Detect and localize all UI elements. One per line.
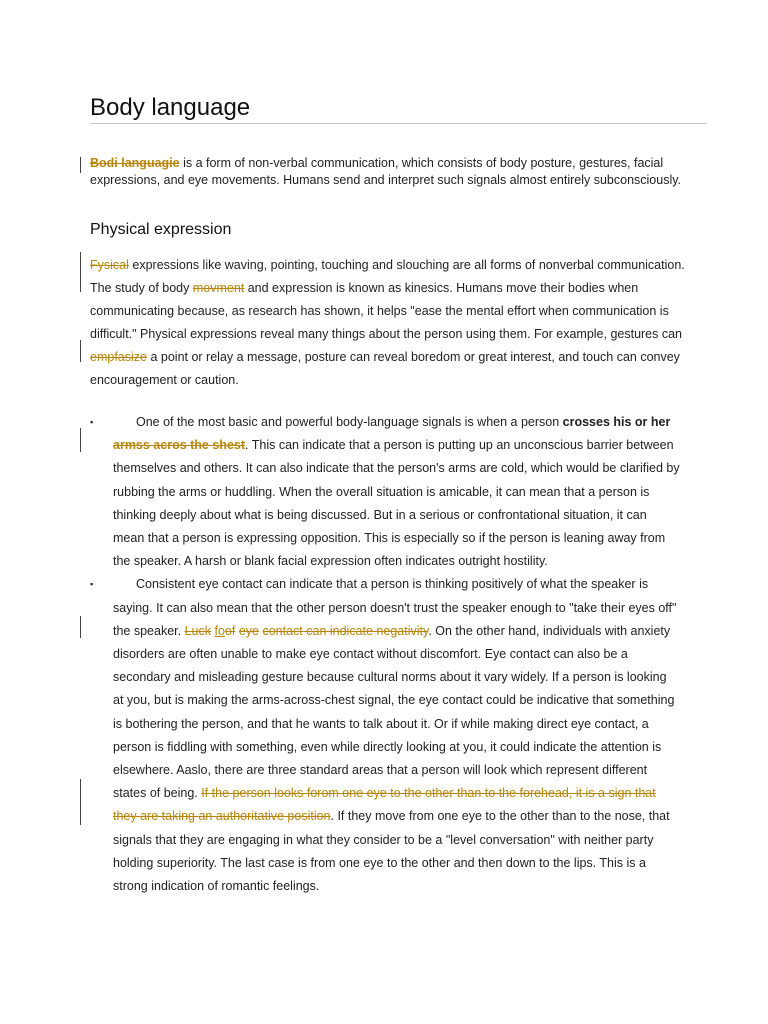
list-text: Consistent eye contact can indicate that a person is thinking positively of what the speaker is saying. It can also mean that the other person doesn't trust the speaker enough to "take their eyes off" the speaker. xyxy=(113,577,677,638)
intro-paragraph xyxy=(90,155,690,189)
deleted-text: Bodi languagie xyxy=(90,156,180,170)
paragraph-text: expressions like waving, pointing, touching and slouching are all forms of nonverbal communication. The study of body xyxy=(90,258,685,295)
change-bar xyxy=(80,340,81,362)
bullet-icon: ▪ xyxy=(90,417,94,427)
deleted-text: Luck xyxy=(184,623,211,638)
change-bar xyxy=(80,428,81,452)
paragraph-text: a point or relay a message, posture can reveal boredom or great interest, and touch can convey encouragement or caution. xyxy=(90,350,680,387)
change-bar xyxy=(80,779,81,825)
deleted-text: empfasize xyxy=(90,350,147,364)
list-text: One of the most basic and powerful body-language signals is when a person xyxy=(136,415,563,429)
paragraph-text: and expression is known as kinesics. Humans move their bodies when communicating because, as research has shown, it helps "ease the mental effort when communication is difficult." Physical expressions reveal many things about the person using them. For example, gestures can xyxy=(90,281,683,341)
bold-text: crosses his or her xyxy=(562,415,671,429)
deleted-text: of xyxy=(224,623,236,638)
list-item xyxy=(90,411,680,573)
deleted-text: Fysical xyxy=(90,258,129,272)
list-item xyxy=(90,573,680,898)
deleted-text: movment xyxy=(192,281,245,295)
deleted-text: If the person looks forom one eye to the other than to the forehead, it is a sign that they are taking an authoritative position xyxy=(113,786,656,824)
page-title: Body language xyxy=(90,94,251,121)
deleted-text: armss acros the shest xyxy=(113,438,246,453)
bullet-list xyxy=(90,411,680,898)
intro-text: is a form of non-verbal communication, which consists of body posture, gestures, facial expressions, and eye movements. Humans send and interpret such signals almost entirely subconsciously. xyxy=(90,156,682,187)
list-text: . This can indicate that a person is putting up an unconscious barrier between themselves and others. It can also indicate that the person's arms are cold, which would be clarified by rubbing the arms or huddling. When the overall situation is amicable, it can mean that a person is thinking deeply about what is being discussed. But in a serious or confrontational situation, it can mean that a person is expressing opposition. This is especially so if the person is leaning away from the speaker. A harsh or blank facial expression often indicates outright hostility. xyxy=(113,438,680,569)
deleted-text: contact can indicate negativity xyxy=(262,623,429,638)
bullet-icon: ▪ xyxy=(90,579,94,590)
section-heading: Physical expression xyxy=(90,221,232,238)
inserted-text: fo xyxy=(214,623,225,638)
change-bar xyxy=(80,252,81,292)
list-text: . If they move from one eye to the other than to the nose, that signals that they are engaging in what they consider to be a "level conversation" with neither party holding superiority. The last case is from one eye to the other and then down to the lips. This is a strong indication of romantic feelings. xyxy=(113,809,670,894)
change-bar xyxy=(80,157,81,173)
change-bar xyxy=(80,616,81,638)
title-divider xyxy=(90,123,706,124)
physical-expression-paragraph xyxy=(90,254,690,392)
list-text: . On the other hand, individuals with anxiety disorders are often unable to make eye contact without discomfort. Eye contact can also be a secondary and misleading gesture because cultural norms about it vary widely. If a person is looking at you, but is making the arms-across-chest signal, the eye contact could be indicative that something is bothering the person, and that he wants to talk about it. Or if while making direct eye contact, a person is fiddling with something, even while directly looking at you, it could indicate the attention is elsewhere. Aaslo, there are three standard areas that a person will look which represent different states of being. xyxy=(113,623,675,801)
deleted-text: eye xyxy=(238,623,259,638)
